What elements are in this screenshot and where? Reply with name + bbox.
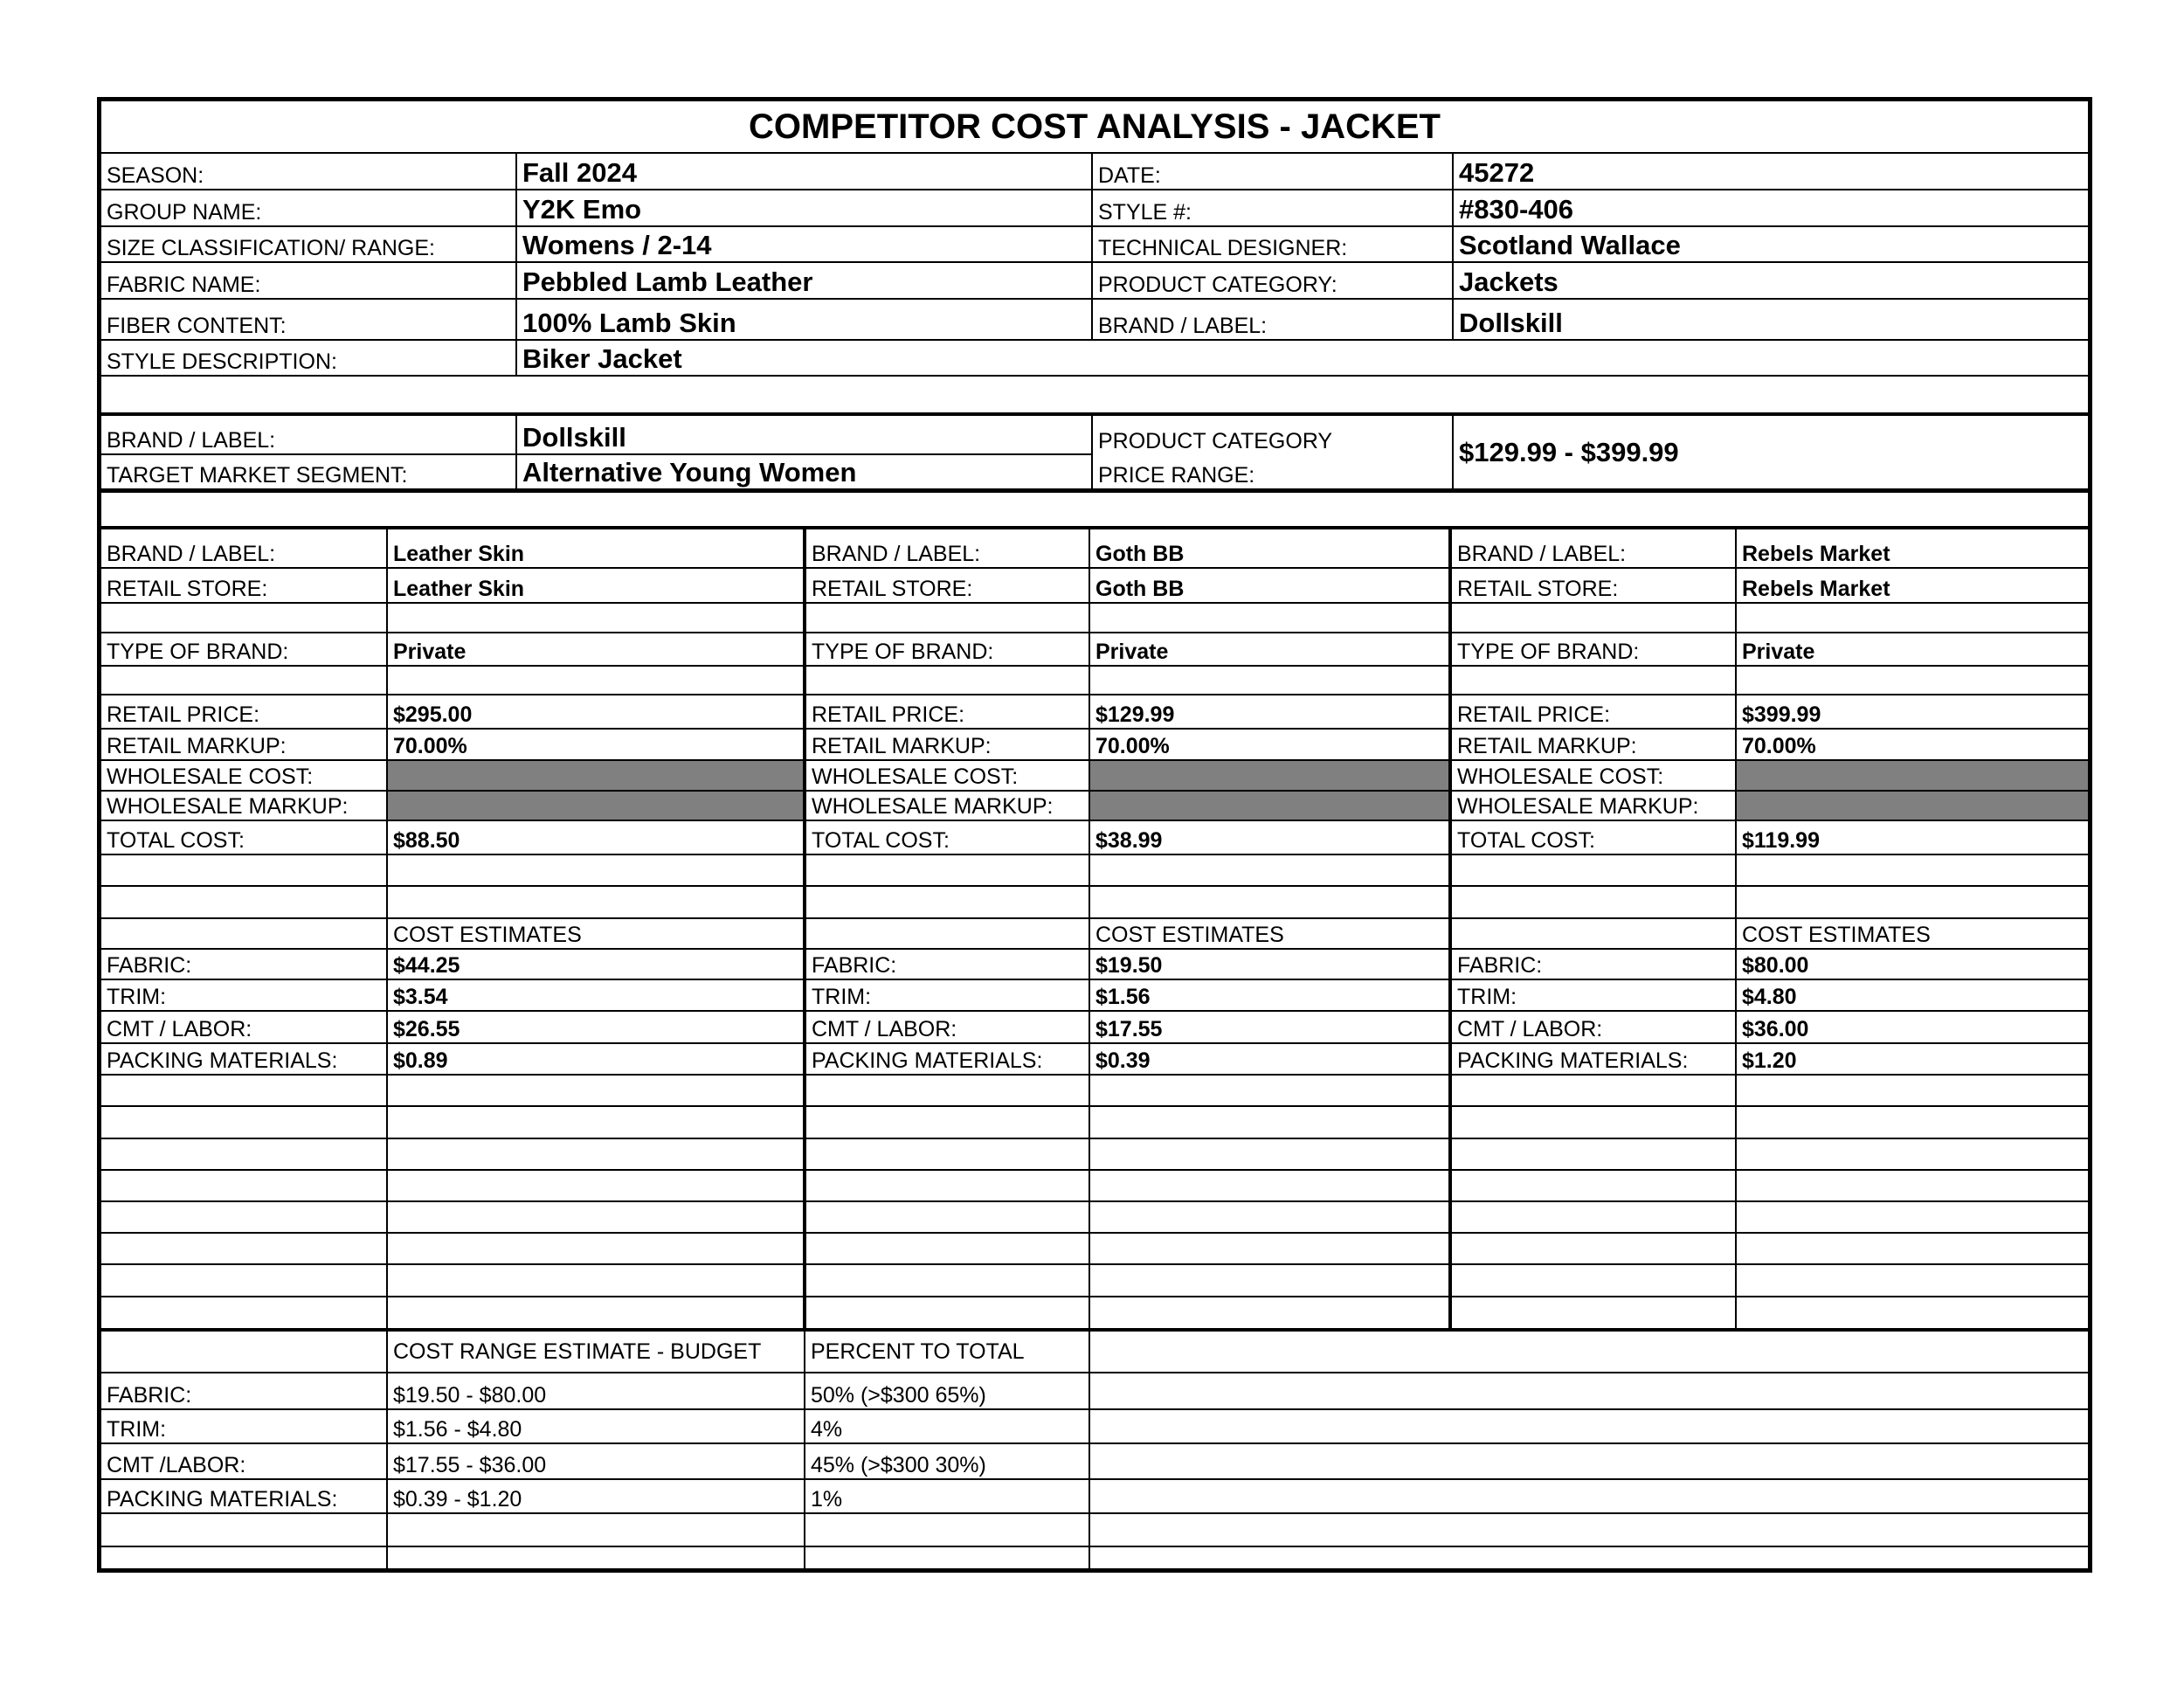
- comp-blank-cell: [805, 1170, 1089, 1201]
- budget-blank-cell: [1089, 1513, 2088, 1546]
- budget-blank-cell: [805, 1546, 1089, 1570]
- comp-value-type: Private: [1089, 633, 1450, 666]
- budget-row-percent: 45% (>$300 30%): [805, 1443, 1089, 1479]
- comp-blank-cell: [387, 1297, 805, 1328]
- comp-value-store: Leather Skin: [387, 568, 805, 603]
- comp-value-total-cost: $119.99: [1736, 820, 2088, 854]
- comp-blank-cell: [1450, 886, 1736, 918]
- comp-value-type: Private: [1736, 633, 2088, 666]
- budget-row-percent: 1%: [805, 1479, 1089, 1513]
- season-value: Fall 2024: [516, 154, 1092, 190]
- comp-blank-cell: [1450, 854, 1736, 886]
- comp-blank-cell: [805, 1297, 1089, 1328]
- comp-blank-cell: [1736, 1075, 2088, 1106]
- group-label: GROUP NAME:: [101, 190, 516, 225]
- category-value: Jackets: [1453, 262, 2088, 298]
- budget-row-range: $1.56 - $4.80: [387, 1409, 805, 1443]
- brand-label: BRAND / LABEL:: [1092, 299, 1453, 341]
- comp-label-fabric: FABRIC:: [101, 949, 387, 979]
- comp-value-type: Private: [387, 633, 805, 666]
- comp-label-brand: BRAND / LABEL:: [1450, 529, 1736, 568]
- comp-blank-cell: [1736, 603, 2088, 632]
- comp-shaded-cell: [1736, 791, 2088, 820]
- comp-blank-cell: [387, 886, 805, 918]
- date-label: DATE:: [1092, 154, 1453, 190]
- cost-analysis-sheet: [97, 97, 2092, 1573]
- comp-value-trim: $3.54: [387, 979, 805, 1011]
- comp-blank-cell: [1089, 1201, 1450, 1233]
- comp-value-retail-markup: 70.00%: [1736, 729, 2088, 760]
- comp-blank-cell: [1089, 1233, 1450, 1264]
- comp-blank-cell: [101, 918, 387, 948]
- comp-shaded-cell: [387, 791, 805, 820]
- comp-blank-cell: [1450, 1170, 1736, 1201]
- comp-blank-cell: [1089, 1297, 1450, 1328]
- comp-blank-cell: [1089, 1170, 1450, 1201]
- comp-blank-cell: [1450, 666, 1736, 695]
- budget-col-range: COST RANGE ESTIMATE - BUDGET: [387, 1332, 805, 1373]
- comp-blank-cell: [101, 1170, 387, 1201]
- budget-row-label: FABRIC:: [101, 1373, 387, 1409]
- comp-value-total-cost: $88.50: [387, 820, 805, 854]
- comp-value-retail-price: $399.99: [1736, 695, 2088, 729]
- category-label: PRODUCT CATEGORY:: [1092, 262, 1453, 298]
- comp-shaded-cell: [1089, 760, 1450, 790]
- budget-row-percent: 4%: [805, 1409, 1089, 1443]
- comp-blank-cell: [805, 886, 1089, 918]
- comp-label-store: RETAIL STORE:: [1450, 568, 1736, 603]
- fiber-value: 100% Lamb Skin: [516, 299, 1092, 341]
- range-label-1: PRODUCT CATEGORY: [1092, 416, 1453, 454]
- budget-row-percent: 50% (>$300 65%): [805, 1373, 1089, 1409]
- comp-label-total-cost: TOTAL COST:: [101, 820, 387, 854]
- comp-value-store: Rebels Market: [1736, 568, 2088, 603]
- page-title: COMPETITOR COST ANALYSIS - JACKET: [101, 101, 2088, 154]
- comp-label-retail-markup: RETAIL MARKUP:: [101, 729, 387, 760]
- comp-blank-cell: [1089, 1138, 1450, 1170]
- desc-value: Biker Jacket: [516, 340, 2088, 375]
- comp-label-retail-price: RETAIL PRICE:: [1450, 695, 1736, 729]
- comp-blank-cell: [805, 854, 1089, 886]
- comp-blank-cell: [1089, 886, 1450, 918]
- comp-blank-cell: [1089, 1264, 1450, 1296]
- comp-blank-cell: [805, 1264, 1089, 1296]
- comp-label-packing: PACKING MATERIALS:: [805, 1043, 1089, 1075]
- comp-blank-cell: [805, 1075, 1089, 1106]
- header-section: [101, 154, 2088, 416]
- comp-value-retail-markup: 70.00%: [387, 729, 805, 760]
- comp-blank-cell: [387, 1106, 805, 1138]
- segment-value: Alternative Young Women: [516, 454, 1092, 489]
- comp-blank-cell: [805, 666, 1089, 695]
- blank-row: [101, 376, 2088, 412]
- group-value: Y2K Emo: [516, 190, 1092, 225]
- size-label: SIZE CLASSIFICATION/ RANGE:: [101, 226, 516, 262]
- budget-blank-cell: [387, 1546, 805, 1570]
- comp-label-fabric: FABRIC:: [1450, 949, 1736, 979]
- comp-blank-cell: [387, 666, 805, 695]
- budget-header-blank: [101, 1332, 387, 1373]
- brand-value: Dollskill: [1453, 299, 2088, 341]
- comp-value-packing: $1.20: [1736, 1043, 2088, 1075]
- fabric-name-label: FABRIC NAME:: [101, 262, 516, 298]
- comp-blank-cell: [1450, 1264, 1736, 1296]
- comp-value-brand: Rebels Market: [1736, 529, 2088, 568]
- comp-blank-cell: [1450, 1201, 1736, 1233]
- cost-estimates-heading: COST ESTIMATES: [387, 918, 805, 948]
- comp-blank-cell: [1450, 918, 1736, 948]
- comp-blank-cell: [101, 1075, 387, 1106]
- comp-blank-cell: [1450, 1297, 1736, 1328]
- comp-blank-cell: [1450, 1233, 1736, 1264]
- comp-blank-cell: [1736, 1264, 2088, 1296]
- comp-blank-cell: [1736, 1201, 2088, 1233]
- comp-label-retail-markup: RETAIL MARKUP:: [805, 729, 1089, 760]
- season-label: SEASON:: [101, 154, 516, 190]
- date-value: 45272: [1453, 154, 2088, 190]
- comp-value-retail-price: $129.99: [1089, 695, 1450, 729]
- comp-blank-cell: [1736, 1233, 2088, 1264]
- style-label: STYLE #:: [1092, 190, 1453, 225]
- comp-value-brand: Leather Skin: [387, 529, 805, 568]
- comp-label-store: RETAIL STORE:: [805, 568, 1089, 603]
- comp-blank-cell: [101, 1138, 387, 1170]
- budget-header-extra: [1089, 1332, 2088, 1373]
- budget-blank-cell: [101, 1513, 387, 1546]
- comp-value-brand: Goth BB: [1089, 529, 1450, 568]
- cost-estimates-heading: COST ESTIMATES: [1736, 918, 2088, 948]
- comp-label-wholesale-cost: WHOLESALE COST:: [101, 760, 387, 790]
- comp-blank-cell: [387, 1138, 805, 1170]
- comp-label-packing: PACKING MATERIALS:: [101, 1043, 387, 1075]
- size-value: Womens / 2-14: [516, 226, 1092, 262]
- comp-blank-cell: [1736, 854, 2088, 886]
- comp-blank-cell: [101, 854, 387, 886]
- comp-blank-cell: [805, 1233, 1089, 1264]
- comp-blank-cell: [101, 603, 387, 632]
- budget-row-label: TRIM:: [101, 1409, 387, 1443]
- comp-blank-cell: [1450, 1075, 1736, 1106]
- competitor-section: [101, 529, 2088, 1332]
- comp-blank-cell: [805, 1138, 1089, 1170]
- budget-row-range: $19.50 - $80.00: [387, 1373, 805, 1409]
- comp-blank-cell: [387, 1170, 805, 1201]
- comp-blank-cell: [1450, 1138, 1736, 1170]
- comp-label-cmt: CMT / LABOR:: [805, 1011, 1089, 1043]
- comp-label-trim: TRIM:: [101, 979, 387, 1011]
- comp-blank-cell: [1450, 1106, 1736, 1138]
- comp-label-type: TYPE OF BRAND:: [1450, 633, 1736, 666]
- comp-value-fabric: $80.00: [1736, 949, 2088, 979]
- comp-label-cmt: CMT / LABOR:: [101, 1011, 387, 1043]
- comp-label-retail-price: RETAIL PRICE:: [805, 695, 1089, 729]
- comp-value-packing: $0.89: [387, 1043, 805, 1075]
- comp-label-type: TYPE OF BRAND:: [101, 633, 387, 666]
- comp-blank-cell: [1736, 1170, 2088, 1201]
- comp-shaded-cell: [1736, 760, 2088, 790]
- blank-band: [101, 493, 2088, 529]
- comp-label-wholesale-cost: WHOLESALE COST:: [1450, 760, 1736, 790]
- budget-row-extra: [1089, 1409, 2088, 1443]
- comp-blank-cell: [387, 1201, 805, 1233]
- budget-row-extra: [1089, 1373, 2088, 1409]
- comp-blank-cell: [1450, 603, 1736, 632]
- comp-value-retail-price: $295.00: [387, 695, 805, 729]
- designer-label: TECHNICAL DESIGNER:: [1092, 226, 1453, 262]
- comp-label-fabric: FABRIC:: [805, 949, 1089, 979]
- comp-blank-cell: [101, 1233, 387, 1264]
- cost-estimates-heading: COST ESTIMATES: [1089, 918, 1450, 948]
- price-range-value: $129.99 - $399.99: [1453, 416, 2088, 489]
- budget-blank-cell: [387, 1513, 805, 1546]
- comp-label-trim: TRIM:: [805, 979, 1089, 1011]
- budget-section: [101, 1332, 2088, 1570]
- comp-label-packing: PACKING MATERIALS:: [1450, 1043, 1736, 1075]
- comp-value-trim: $4.80: [1736, 979, 2088, 1011]
- comp-blank-cell: [1089, 666, 1450, 695]
- comp-blank-cell: [805, 918, 1089, 948]
- desc-label: STYLE DESCRIPTION:: [101, 340, 516, 375]
- budget-row-extra: [1089, 1479, 2088, 1513]
- comp-blank-cell: [1089, 854, 1450, 886]
- comp-value-total-cost: $38.99: [1089, 820, 1450, 854]
- comp-label-trim: TRIM:: [1450, 979, 1736, 1011]
- comp-label-retail-price: RETAIL PRICE:: [101, 695, 387, 729]
- comp-label-total-cost: TOTAL COST:: [1450, 820, 1736, 854]
- comp-shaded-cell: [387, 760, 805, 790]
- comp-label-wholesale-cost: WHOLESALE COST:: [805, 760, 1089, 790]
- comp-blank-cell: [1736, 1138, 2088, 1170]
- comp-label-wholesale-markup: WHOLESALE MARKUP:: [805, 791, 1089, 820]
- comp-blank-cell: [805, 1201, 1089, 1233]
- target-brand-label: BRAND / LABEL:: [101, 416, 516, 454]
- comp-blank-cell: [101, 1106, 387, 1138]
- comp-blank-cell: [387, 1075, 805, 1106]
- comp-blank-cell: [1089, 1106, 1450, 1138]
- comp-blank-cell: [1089, 603, 1450, 632]
- comp-value-cmt: $26.55: [387, 1011, 805, 1043]
- comp-blank-cell: [1736, 1106, 2088, 1138]
- style-value: #830-406: [1453, 190, 2088, 225]
- budget-blank-cell: [101, 1546, 387, 1570]
- comp-label-wholesale-markup: WHOLESALE MARKUP:: [101, 791, 387, 820]
- comp-blank-cell: [1736, 666, 2088, 695]
- comp-shaded-cell: [1089, 791, 1450, 820]
- comp-value-store: Goth BB: [1089, 568, 1450, 603]
- comp-blank-cell: [101, 1201, 387, 1233]
- budget-row-range: $17.55 - $36.00: [387, 1443, 805, 1479]
- comp-value-fabric: $44.25: [387, 949, 805, 979]
- target-section: [101, 416, 2088, 493]
- comp-label-total-cost: TOTAL COST:: [805, 820, 1089, 854]
- comp-blank-cell: [387, 1233, 805, 1264]
- comp-blank-cell: [101, 1264, 387, 1296]
- budget-blank-cell: [1089, 1546, 2088, 1570]
- comp-label-brand: BRAND / LABEL:: [805, 529, 1089, 568]
- fabric-name-value: Pebbled Lamb Leather: [516, 262, 1092, 298]
- budget-col-percent: PERCENT TO TOTAL: [805, 1332, 1089, 1373]
- comp-blank-cell: [387, 603, 805, 632]
- comp-label-cmt: CMT / LABOR:: [1450, 1011, 1736, 1043]
- comp-blank-cell: [805, 603, 1089, 632]
- designer-value: Scotland Wallace: [1453, 226, 2088, 262]
- comp-label-brand: BRAND / LABEL:: [101, 529, 387, 568]
- budget-row-extra: [1089, 1443, 2088, 1479]
- target-brand-value: Dollskill: [516, 416, 1092, 454]
- comp-blank-cell: [1089, 1075, 1450, 1106]
- comp-label-wholesale-markup: WHOLESALE MARKUP:: [1450, 791, 1736, 820]
- budget-row-label: PACKING MATERIALS:: [101, 1479, 387, 1513]
- fiber-label: FIBER CONTENT:: [101, 299, 516, 341]
- comp-blank-cell: [387, 1264, 805, 1296]
- comp-label-type: TYPE OF BRAND:: [805, 633, 1089, 666]
- comp-blank-cell: [101, 666, 387, 695]
- comp-value-packing: $0.39: [1089, 1043, 1450, 1075]
- budget-blank-cell: [805, 1513, 1089, 1546]
- comp-blank-cell: [1736, 886, 2088, 918]
- comp-blank-cell: [1736, 1297, 2088, 1328]
- comp-value-cmt: $36.00: [1736, 1011, 2088, 1043]
- segment-label: TARGET MARKET SEGMENT:: [101, 454, 516, 489]
- budget-row-range: $0.39 - $1.20: [387, 1479, 805, 1513]
- comp-blank-cell: [805, 1106, 1089, 1138]
- comp-value-trim: $1.56: [1089, 979, 1450, 1011]
- budget-row-label: CMT /LABOR:: [101, 1443, 387, 1479]
- comp-label-retail-markup: RETAIL MARKUP:: [1450, 729, 1736, 760]
- comp-blank-cell: [101, 1297, 387, 1328]
- comp-blank-cell: [101, 886, 387, 918]
- comp-blank-cell: [387, 854, 805, 886]
- comp-label-store: RETAIL STORE:: [101, 568, 387, 603]
- comp-value-cmt: $17.55: [1089, 1011, 1450, 1043]
- range-label-2: PRICE RANGE:: [1092, 454, 1453, 489]
- comp-value-retail-markup: 70.00%: [1089, 729, 1450, 760]
- comp-value-fabric: $19.50: [1089, 949, 1450, 979]
